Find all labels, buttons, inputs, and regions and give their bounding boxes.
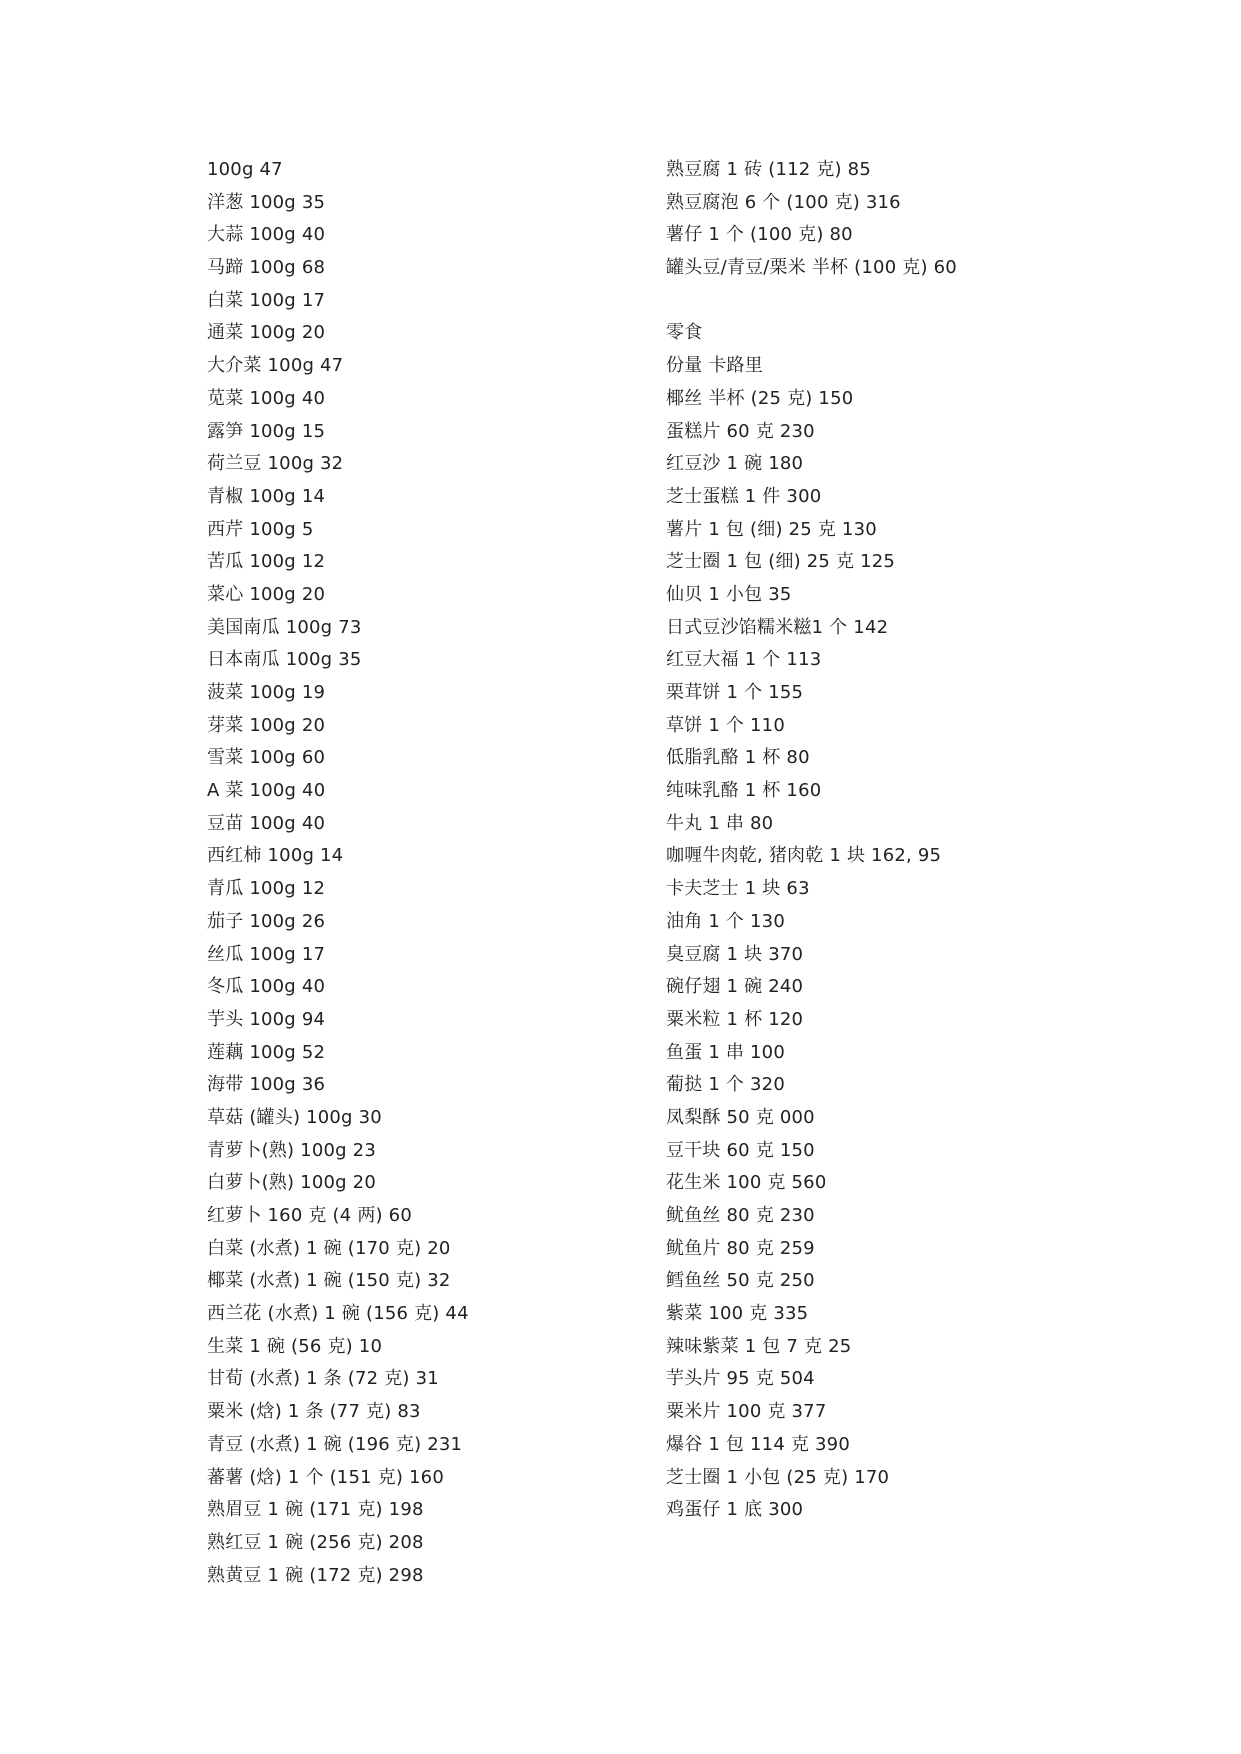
text-line: 通菜 100g 20 xyxy=(207,322,326,344)
text-line: 芋头片 95 克 504 xyxy=(666,1368,815,1390)
text-line: 薯仔 1 个 (100 克) 80 xyxy=(666,224,853,246)
text-line: 洋葱 100g 35 xyxy=(207,191,326,213)
text-line: 臭豆腐 1 块 370 xyxy=(666,943,804,965)
text-line: 爆谷 1 包 114 克 390 xyxy=(666,1433,850,1455)
text-line: 椰菜 (水煮) 1 碗 (150 克) 32 xyxy=(207,1270,451,1292)
text-line: 菜心 100g 20 xyxy=(207,583,326,605)
text-line: 咖喱牛肉乾, 猪肉乾 1 块 162, 95 xyxy=(666,845,942,867)
text-line: 茄子 100g 26 xyxy=(207,910,326,932)
text-line: 鱿鱼片 80 克 259 xyxy=(666,1237,815,1259)
right-column xyxy=(666,154,1096,1527)
text-line: 露笋 100g 15 xyxy=(207,420,326,442)
text-line: 丝瓜 100g 17 xyxy=(207,943,326,965)
text-line: 草饼 1 个 110 xyxy=(666,714,785,736)
text-line: 豆干块 60 克 150 xyxy=(666,1139,815,1161)
text-line: 青瓜 100g 12 xyxy=(207,878,326,900)
text-line: 西红柿 100g 14 xyxy=(207,845,344,867)
text-line: 份量 卡路里 xyxy=(666,355,763,377)
text-line: 白萝卜(熟) 100g 20 xyxy=(207,1172,376,1194)
text-line: 马蹄 100g 68 xyxy=(207,257,326,279)
text-line: 荷兰豆 100g 32 xyxy=(207,453,344,475)
text-line xyxy=(666,285,1096,318)
text-line: A 菜 100g 40 xyxy=(207,780,326,802)
text-line: 豆苗 100g 40 xyxy=(207,812,326,834)
text-line: 花生米 100 克 560 xyxy=(666,1172,827,1194)
text-line: 罐头豆/青豆/栗米 半杯 (100 克) 60 xyxy=(666,257,957,279)
text-line: 大介菜 100g 47 xyxy=(207,355,344,377)
text-line: 甘荀 (水煮) 1 条 (72 克) 31 xyxy=(207,1368,439,1390)
text-line: 零食 xyxy=(666,322,703,344)
text-line: 冬瓜 100g 40 xyxy=(207,976,326,998)
text-line: 菠菜 100g 19 xyxy=(207,682,326,703)
text-line: 大蒜 100g 40 xyxy=(207,224,326,246)
text-line: 草菇 (罐头) 100g 30 xyxy=(207,1106,382,1128)
text-line: 生菜 1 碗 (56 克) 10 xyxy=(207,1335,383,1357)
text-line: 红豆沙 1 碗 180 xyxy=(666,453,804,475)
text-line: 粟米 (焓) 1 条 (77 克) 83 xyxy=(207,1401,421,1423)
text-line: 海带 100g 36 xyxy=(207,1074,326,1096)
text-line: 芝士圈 1 包 (细) 25 克 125 xyxy=(666,551,896,573)
text-line: 鸡蛋仔 1 底 300 xyxy=(666,1499,804,1521)
text-line: 西芹 100g 5 xyxy=(207,518,314,540)
text-line: 雪菜 100g 60 xyxy=(207,747,326,769)
text-line: 葡挞 1 个 320 xyxy=(666,1074,785,1096)
text-line: 白菜 100g 17 xyxy=(207,289,326,311)
text-line: 低脂乳酪 1 杯 80 xyxy=(666,747,810,769)
text-line: 西兰花 (水煮) 1 碗 (156 克) 44 xyxy=(207,1303,469,1325)
text-line: 辣味紫菜 1 包 7 克 25 xyxy=(666,1335,852,1357)
text-line: 纯味乳酪 1 杯 160 xyxy=(666,780,822,802)
text-line: 红萝卜 160 克 (4 两) 60 xyxy=(207,1205,412,1226)
left-column xyxy=(207,154,637,1592)
text-line: 苋菜 100g 40 xyxy=(207,387,326,409)
text-line: 熟豆腐 1 砖 (112 克) 85 xyxy=(666,159,871,180)
text-line: 椰丝 半杯 (25 克) 150 xyxy=(666,387,854,409)
text-line: 芋头 100g 94 xyxy=(207,1008,326,1030)
text-line: 栗茸饼 1 个 155 xyxy=(666,682,804,703)
text-line: 芽菜 100g 20 xyxy=(207,714,326,736)
text-line: 红豆大福 1 个 113 xyxy=(666,649,822,671)
text-line: 卡夫芝士 1 块 63 xyxy=(666,878,810,900)
text-line: 莲藕 100g 52 xyxy=(207,1041,326,1063)
text-line: 芝士蛋糕 1 件 300 xyxy=(666,485,822,507)
text-line: 青椒 100g 14 xyxy=(207,485,326,507)
text-line: 凤梨酥 50 克 000 xyxy=(666,1106,815,1128)
text-line: 青豆 (水煮) 1 碗 (196 克) 231 xyxy=(207,1433,463,1455)
text-line: 美国南瓜 100g 73 xyxy=(207,616,362,638)
text-line: 苦瓜 100g 12 xyxy=(207,551,326,573)
text-line: 仙贝 1 小包 35 xyxy=(666,583,792,605)
text-line: 牛丸 1 串 80 xyxy=(666,812,774,834)
text-line: 蛋糕片 60 克 230 xyxy=(666,420,815,442)
text-line: 碗仔翅 1 碗 240 xyxy=(666,976,804,998)
text-line: 油角 1 个 130 xyxy=(666,910,785,932)
text-line: 熟豆腐泡 6 个 (100 克) 316 xyxy=(666,191,901,213)
text-line: 青萝卜(熟) 100g 23 xyxy=(207,1139,376,1161)
text-line: 粟米片 100 克 377 xyxy=(666,1401,827,1423)
text-line: 鱿鱼丝 80 克 230 xyxy=(666,1205,815,1226)
text-line: 日本南瓜 100g 35 xyxy=(207,649,362,671)
text-line: 白菜 (水煮) 1 碗 (170 克) 20 xyxy=(207,1237,451,1259)
text-line: 薯片 1 包 (细) 25 克 130 xyxy=(666,518,877,540)
text-line: 紫菜 100 克 335 xyxy=(666,1303,809,1325)
text-line: 鱼蛋 1 串 100 xyxy=(666,1041,785,1063)
text-line: 蕃薯 (焓) 1 个 (151 克) 160 xyxy=(207,1466,444,1488)
text-line: 芝士圈 1 小包 (25 克) 170 xyxy=(666,1466,890,1488)
text-line: 粟米粒 1 杯 120 xyxy=(666,1008,804,1030)
text-line: 日式豆沙馅糯米糍1 个 142 xyxy=(666,616,889,638)
text-line: 熟黄豆 1 碗 (172 克) 298 xyxy=(207,1564,424,1586)
text-line: 熟眉豆 1 碗 (171 克) 198 xyxy=(207,1499,424,1521)
text-line: 100g 47 xyxy=(207,159,283,180)
text-line: 鳕鱼丝 50 克 250 xyxy=(666,1270,815,1292)
text-line: 熟红豆 1 碗 (256 克) 208 xyxy=(207,1531,424,1553)
